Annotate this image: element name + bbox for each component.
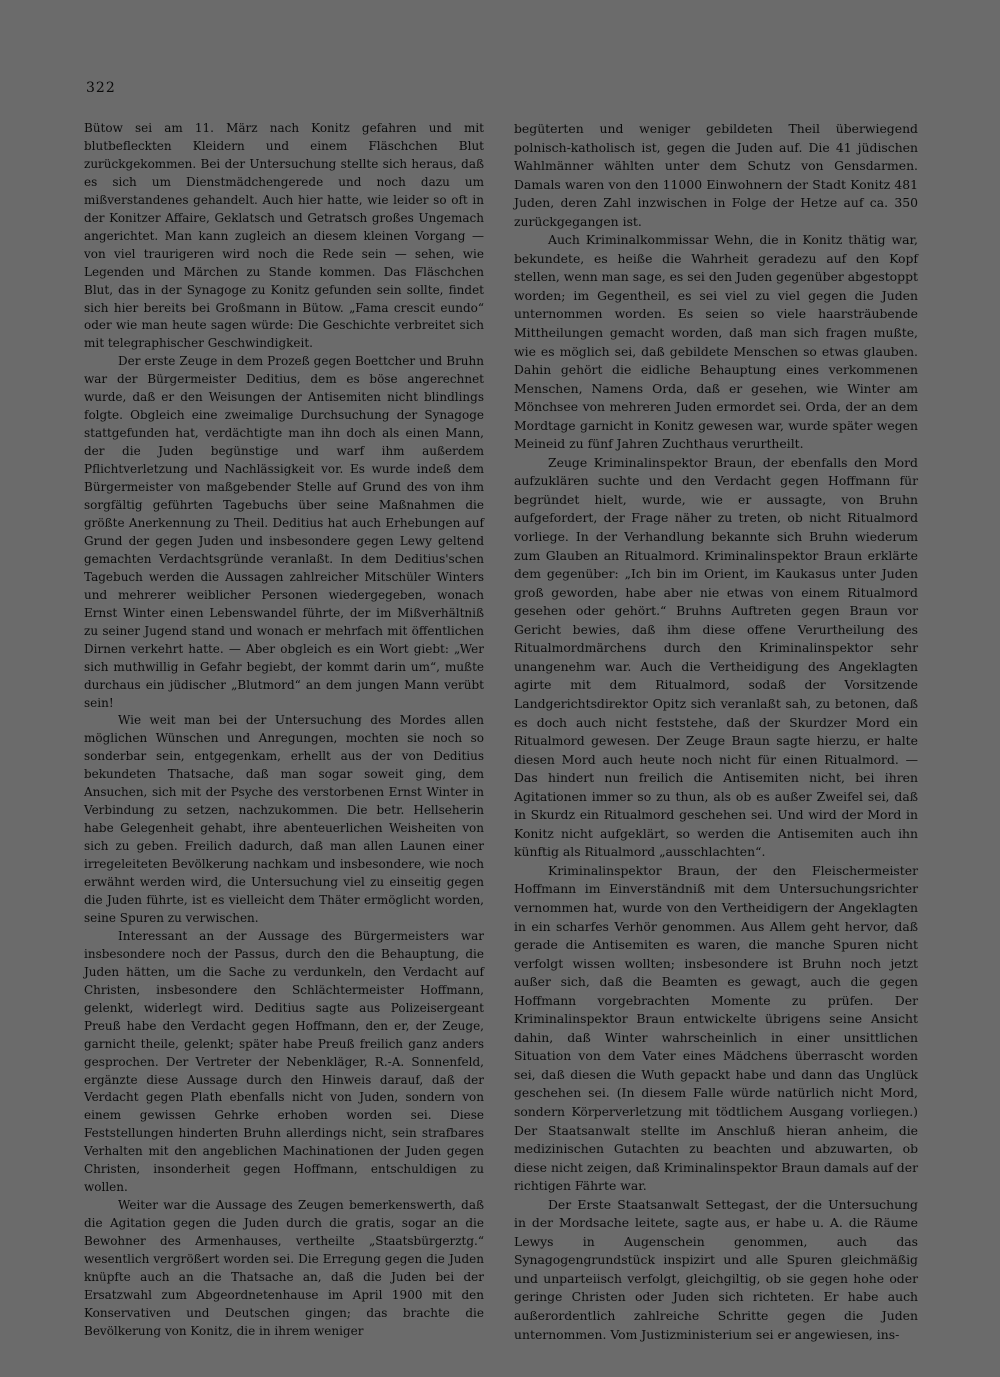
left-column: [84, 120, 484, 1341]
paragraph: Wie weit man bei der Untersuchung des Mordes allen möglichen Wünschen und Anregungen, mochten sie noch so sonderbar sein, entgegenkam, erhellt aus der von Deditius bekundeten Thatsache, daß man sogar soweit ging, dem Ansuchen, sich mit der Psyche des verstorbenen Ernst Winter in Verbindung zu setzen, nachzukommen. Die betr. Hellseherin habe Gelegenheit gehabt, ihre abenteuerlichen Weisheiten von sich zu geben. Freilich dadurch, daß man allen Launen einer irregeleiteten Bevölkerung nachkam und insbesondere, wie noch erwähnt werden wird, die Untersuchung viel zu einseitig gegen die Juden führte, ist es vielleicht dem Thäter ermöglicht worden, seine Spuren zu verwischen.: [84, 713, 484, 925]
paragraph: Der Erste Staatsanwalt Settegast, der die Untersuchung in der Mordsache leitete, sagte aus, er habe u. A. die Räume Lewys in Augenschein genommen, auch das Synagogengrundstück inspizirt und alle Spuren gleichmäßig und unparteiisch verfolgt, gleichgiltig, ob sie gegen hohe oder geringe Christen oder Juden sich richteten. Er habe auch außerordentlich zahlreiche Schritte gegen die Juden unternommen. Vom Justizministerium sei er angewiesen, ins-: [514, 1196, 918, 1342]
paragraph: begüterten und weniger gebildeten Theil überwiegend polnisch-katholisch ist, gegen die Juden auf. Die 41 jüdischen Wahlmänner wählten unter dem Schutz von Gensdarmen. Damals waren von den 11000 Einwohnern der Stadt Konitz 481 Juden, deren Zahl inzwischen in Folge der Hetze auf ca. 350 zurückgegangen ist.: [514, 121, 918, 229]
paragraph: Bütow sei am 11. März nach Konitz gefahren und mit blutbefleckten Kleidern und einem Fläschchen Blut zurückgekommen. Bei der Untersuchung stellte sich heraus, daß es sich um Dienstmädchengerede und noch dazu um mißverstandenes gehandelt. Auch hier hatte, wie leider so oft in der Konitzer Affaire, Geklatsch und Getratsch großes Ungemach angerichtet. Man kann zugleich an diesem kleinen Vorgang — von viel traurigeren wird noch die Rede sein — sehen, wie Legenden und Märchen zu Stande kommen. Das Fläschchen Blut, das in der Synagoge zu Konitz gefunden sein sollte, findet sich hier bereits bei Großmann in Bütow. „Fama crescit eundo“ oder wie man heute sagen würde: Die Geschichte verbreitet sich mit telegraphischer Geschwindigkeit.: [84, 121, 484, 351]
paragraph: Interessant an der Aussage des Bürgermeisters war insbesondere noch der Passus, durch den die Behauptung, die Juden hätten, um die Sache zu verdunkeln, den Verdacht auf Christen, insbesondere den Schlächtermeister Hoffmann, gelenkt, widerlegt wird. Deditius sagte aus Polizeisergeant Preuß habe den Verdacht gegen Hoffmann, den er, der Zeuge, garnicht theile, gelenkt; später habe Preuß freilich ganz anders gesprochen. Der Vertreter der Nebenkläger, R.-A. Sonnenfeld, ergänzte diese Aussage durch den Hinweis darauf, daß der Verdacht gegen Plath ebenfalls nicht von Juden, sondern von einem gewissen Gehrke erhoben worden sei. Diese Feststellungen hinderten Bruhn allerdings nicht, sein strafbares Verhalten mit den angeblichen Machinationen der Juden gegen Christen, insonderheit gegen Hoffmann, entschuldigen zu wollen.: [84, 928, 484, 1195]
paragraph: Kriminalinspektor Braun, der den Fleischermeister Hoffmann im Einverständniß mit dem Untersuchungsrichter vernommen hat, wurde von den Vertheidigern der Angeklagten in ein scharfes Verhör genommen. Aus Allem geht hervor, daß gerade die Antisemiten es waren, die manche Spuren nicht verfolgt wissen wollten; insbesondere ist Bruhn noch jetzt außer sich, daß die Beamten es gewagt, auch die gegen Hoffmann vorgebrachten Momente zu prüfen. Der Kriminalinspektor Braun entwickelte übrigens seine Ansicht dahin, daß Winter wahrscheinlich in einer unsittlichen Situation von dem Vater eines Mädchens überrascht worden sei, daß diesen die Wuth gepackt habe und dann das Unglück geschehen sei. (In diesem Falle würde natürlich nicht Mord, sondern Körperverletzung mit tödtlichem Ausgang vorliegen.) Der Staatsanwalt stellte im Anschluß hieran anheim, die medizinischen Gutachten zu beachten und abzuwarten, ob diese nicht zeigen, daß Kriminalinspektor Braun damals auf der richtigen Fährte war.: [514, 862, 918, 1194]
right-column: [514, 120, 918, 1344]
paragraph: Weiter war die Aussage des Zeugen bemerkenswerth, daß die Agitation gegen die Juden durch die gratis, sogar an die Bewohner des Armenhauses, vertheilte „Staatsbürgerztg.“ wesentlich vergrößert worden sei. Die Erregung gegen die Juden knüpfte auch an die Thatsache an, daß die Juden bei der Ersatzwahl zum Abgeordnetenhause im April 1900 mit den Konservativen und Deutschen gingen; das brachte die Bevölkerung von Konitz, die in ihrem weniger: [84, 1198, 484, 1338]
page-number: 322: [86, 80, 116, 96]
paragraph: Der erste Zeuge in dem Prozeß gegen Boettcher und Bruhn war der Bürgermeister Deditius, dem es böse angerechnet wurde, daß er den Weisungen der Antisemiten nicht blindlings folgte. Obgleich eine zweimalige Durchsuchung der Synagoge stattgefunden hat, verdächtigte man ihn doch als einen Mann, der die Juden begünstige und warf ihm außerdem Pflichtverletzung und Nachlässigkeit vor. Es wurde indeß dem Bürgermeister von maßgebender Stelle auf Grund des von ihm sorgfältig geführten Tagebuchs über seine Maßnahmen die größte Anerkennung zu Theil. Deditius hat auch Erhebungen auf Grund der gegen Juden und insbesondere gegen Lewy geltend gemachten Verdachtsgründe veranlaßt. In dem Deditius'schen Tagebuch werden die Aussagen zahlreicher Mitschüler Winters und mehrerer weiblicher Personen wiedergegeben, wonach Ernst Winter einen Lebenswandel führte, der im Mißverhältniß zu seiner Jugend stand und wonach er mehrfach mit öffentlichen Dirnen verkehrt hatte. — Aber obgleich es ein Wort giebt: „Wer sich muthwillig in Gefahr begiebt, der kommt darin um“, mußte durchaus ein jüdischer „Blutmord“ an dem jungen Mann verübt sein!: [84, 354, 484, 710]
paragraph: Auch Kriminalkommissar Wehn, die in Konitz thätig war, bekundete, es heiße die Wahrheit geradezu auf den Kopf stellen, wenn man sage, es sei den Juden gegenüber abgestoppt worden; im Gegentheil, es sei viel zu viel gegen die Juden unternommen worden. Es seien so viele haarsträubende Mittheilungen gemacht worden, daß man sich fragen mußte, wie es möglich sei, daß gebildete Menschen so etwas glauben. Dahin gehört die eidliche Behauptung eines verkommenen Menschen, Namens Orda, daß er gesehen, wie Winter am Mönchsee von mehreren Juden ermordet sei. Orda, der an dem Mordtage garnicht in Konitz gewesen war, wurde später wegen Meineid zu fünf Jahren Zuchthaus verurtheilt.: [514, 232, 918, 452]
paragraph: Zeuge Kriminalinspektor Braun, der ebenfalls den Mord aufzuklären suchte und den Verdacht gegen Hoffmann für begründet hielt, wurde, wie er aussagte, von Bruhn aufgefordert, der Frage näher zu treten, ob nicht Ritualmord vorliege. In der Verhandlung bekannte sich Bruhn wiederum zum Glauben an Ritualmord. Kriminalinspektor Braun erklärte dem gegenüber: „Ich bin im Orient, im Kaukasus unter Juden groß geworden, habe aber nie etwas von einem Ritualmord gesehen oder gehört.“ Bruhns Auftreten gegen Braun vor Gericht bewies, daß ihm diese offene Verurtheilung des Ritualmordmärchens durch den Kriminalinspektor sehr unangenehm war. Auch die Vertheidigung des Angeklagten agirte mit dem Ritualmord, sodaß der Vorsitzende Landgerichtsdirektor Opitz sich veranlaßt sah, zu betonen, daß es doch auch nicht feststehe, daß der Skurdzer Mord ein Ritualmord gewesen. Der Zeuge Braun sagte hierzu, er halte diesen Mord auch heute noch nicht für einen Ritualmord. — Das hindert nun freilich die Antisemiten nicht, bei ihren Agitationen immer so zu thun, als ob es außer Zweifel sei, daß in Skurdz ein Ritualmord geschehen sei. Und wird der Mord in Konitz nicht aufgeklärt, so werden die Antisemiten auch ihn künftig als Ritualmord „ausschlachten“.: [514, 454, 918, 860]
